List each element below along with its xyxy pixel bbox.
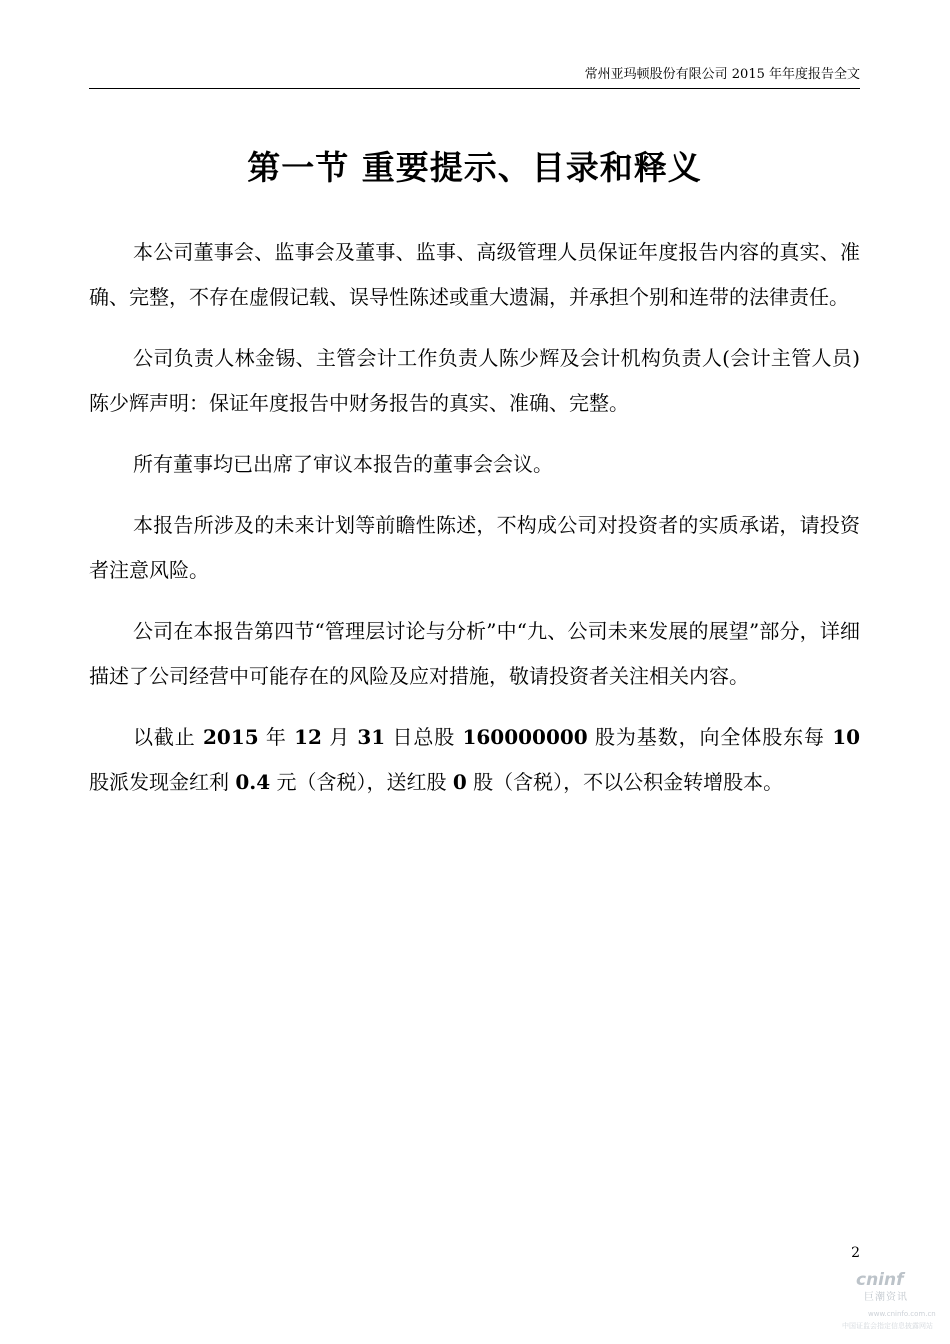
paragraph-executive-declaration: 公司负责人林金锡、主管会计工作负责人陈少辉及会计机构负责人(会计主管人员)陈少辉声明：保证年度报告中财务报告的真实、准确、完整。: [89, 346, 860, 415]
running-header: [89, 66, 860, 89]
cninfo-tagline: 中国证监会指定信息披露网站: [842, 1322, 933, 1330]
dividend-cash-amount: 0.4: [235, 770, 271, 794]
dividend-text: 月: [321, 725, 358, 749]
dividend-text: 日总股: [385, 725, 463, 749]
dividend-text: 股派发现金红利: [89, 770, 236, 794]
dividend-bonus-shares: 0: [452, 770, 467, 794]
paragraph-board-attendance: 所有董事均已出席了审议本报告的董事会会议。: [133, 452, 553, 476]
paragraph-dividend-plan: [89, 715, 860, 805]
dividend-per-shares: 10: [832, 725, 861, 749]
paragraph-risk-reference: 公司在本报告第四节“管理层讨论与分析”中“九、公司未来发展的展望”部分，详细描述了公司经营中可能存在的风险及应对措施，敬请投资者关注相关内容。: [89, 619, 860, 688]
dividend-day: 31: [357, 725, 386, 749]
dividend-text: 以截止: [133, 725, 203, 749]
dividend-text: 元（含税），送红股: [270, 770, 453, 794]
notice-body: [89, 230, 860, 821]
dividend-text: 股为基数，向全体股东每: [587, 725, 833, 749]
paragraph-board-guarantee: 本公司董事会、监事会及董事、监事、高级管理人员保证年度报告内容的真实、准确、完整，不存在虚假记载、误导性陈述或重大遗漏，并承担个别和连带的法律责任。: [89, 240, 860, 309]
dividend-text: 年: [258, 725, 295, 749]
page-number: 2: [851, 1245, 860, 1261]
cninfo-logo-subtitle: 巨潮资讯: [864, 1292, 908, 1303]
dividend-year: 2015: [202, 725, 259, 749]
cninfo-logo-text: cninf: [856, 1270, 904, 1290]
paragraph-forward-looking: 本报告所涉及的未来计划等前瞻性陈述，不构成公司对投资者的实质承诺，请投资者注意风险。: [89, 513, 860, 582]
dividend-text: 股（含税），不以公积金转增股本。: [466, 770, 784, 794]
section-title: 第一节 重要提示、目录和释义: [247, 148, 702, 187]
dividend-total-shares: 160000000: [462, 725, 588, 749]
cninfo-url: www.cninfo.com.cn: [868, 1310, 936, 1318]
cninfo-watermark: [838, 1270, 938, 1336]
running-header-title: 常州亚玛顿股份有限公司 2015 年年度报告全文: [584, 67, 860, 82]
dividend-month: 12: [294, 725, 322, 749]
